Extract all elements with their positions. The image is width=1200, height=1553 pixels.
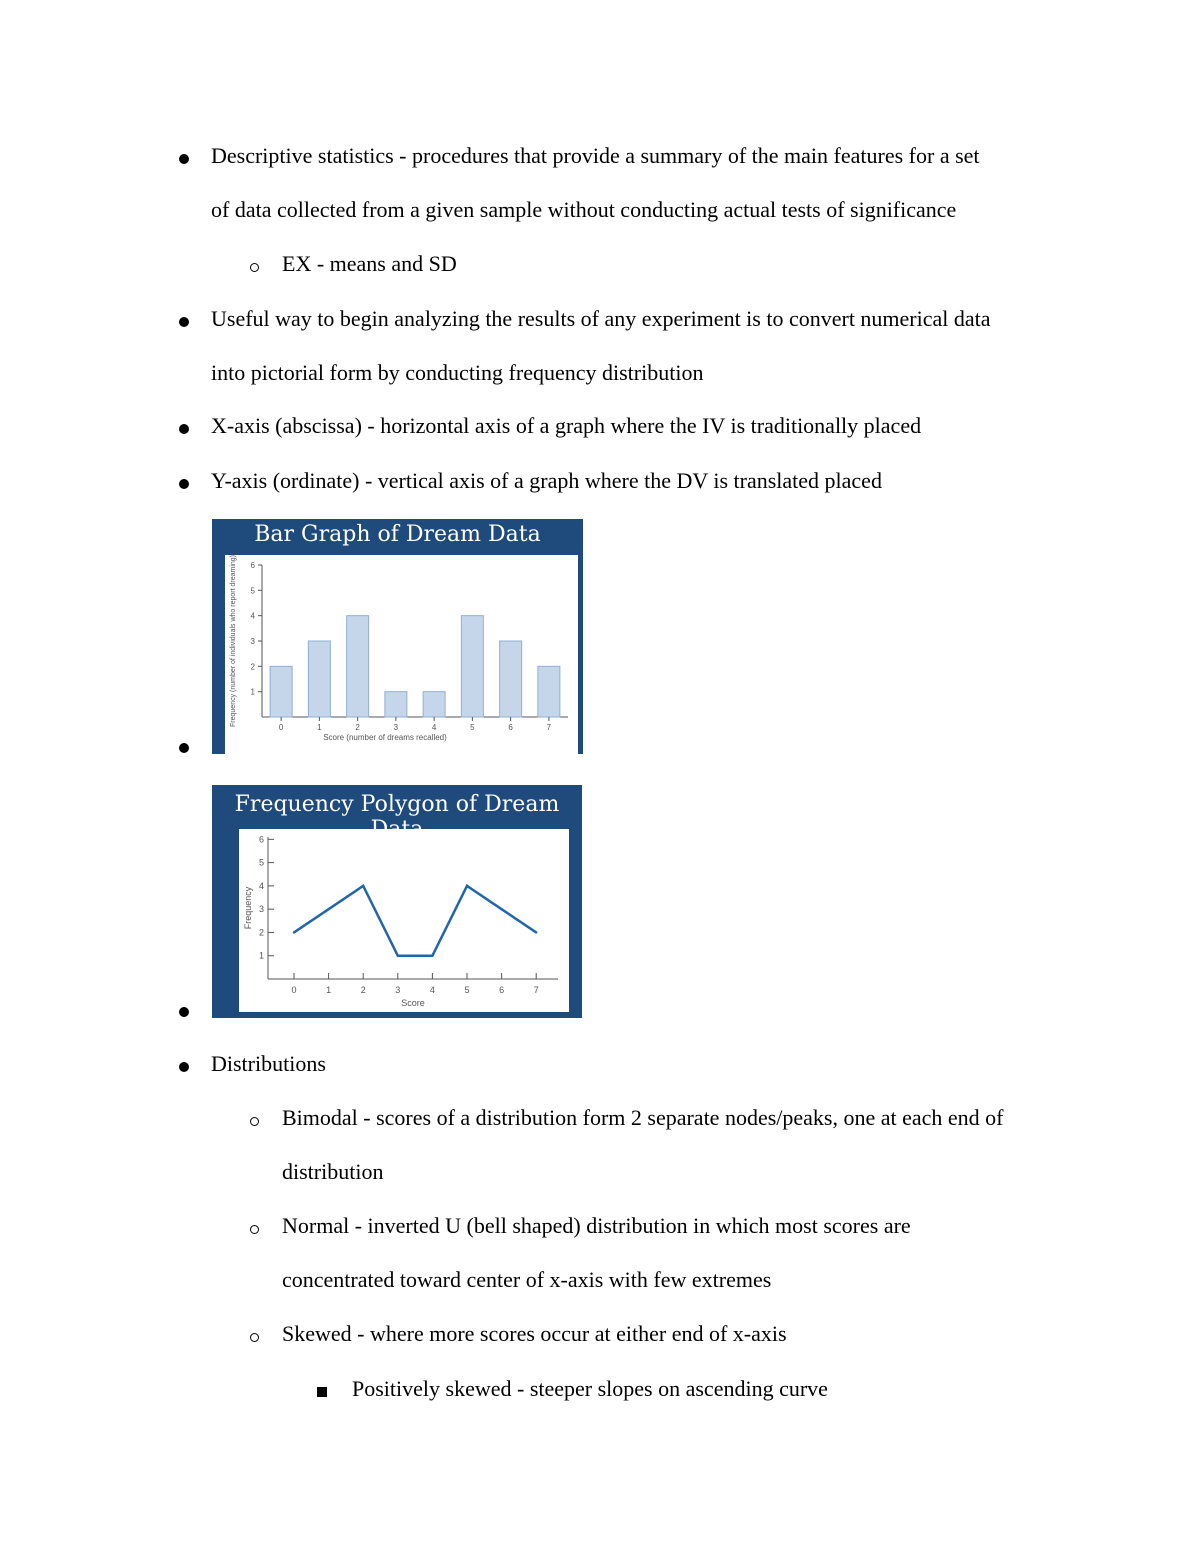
- y-tick-label: 1: [258, 950, 264, 961]
- bar: [423, 692, 445, 717]
- text-useful-way: Useful way to begin analyzing the results of any experiment is to convert numerical data: [211, 306, 991, 331]
- y-tick-label: 3: [258, 904, 264, 915]
- text-positively-skewed: Positively skewed - steeper slopes on ascending curve: [352, 1376, 828, 1401]
- y-tick-label: 2: [258, 927, 264, 938]
- bar: [385, 692, 407, 717]
- bar-graph-figure: [212, 519, 583, 754]
- text-bimodal: Bimodal - scores of a distribution form 2 separate nodes/peaks, one at each end of: [282, 1105, 1004, 1130]
- text-bimodal-cont: distribution: [282, 1159, 384, 1184]
- bullet-dot: [179, 467, 189, 497]
- data-point: [431, 955, 433, 957]
- bar: [500, 641, 522, 717]
- text-skewed: Skewed - where more scores occur at either end of x-axis: [282, 1321, 787, 1346]
- x-tick-label: 3: [395, 985, 401, 995]
- bullet-square: [317, 1375, 327, 1405]
- bullet-dot: [179, 1050, 189, 1080]
- bullet-dot: [179, 142, 189, 172]
- y-tick-label: 4: [250, 611, 255, 621]
- text-normal-cont: concentrated toward center of x-axis with few extremes: [282, 1267, 772, 1292]
- y-tick-label: 5: [250, 586, 255, 596]
- bullet-circle: [250, 1104, 259, 1134]
- bullet-dot: [179, 995, 189, 1025]
- x-tick-label: 0: [291, 985, 297, 995]
- bar: [461, 616, 483, 717]
- y-tick-label: 6: [250, 561, 255, 570]
- x-tick-label: 1: [317, 723, 322, 732]
- text-normal: Normal - inverted U (bell shaped) distribution in which most scores are: [282, 1213, 911, 1238]
- x-tick-label: 1: [326, 985, 332, 995]
- y-axis-label: Frequency (number of individuals who report dreaming): [230, 555, 237, 727]
- text-distributions: Distributions: [211, 1051, 326, 1076]
- frequency-polygon-figure: [212, 785, 582, 1018]
- x-axis-label: Score (number of dreams recalled): [323, 733, 447, 742]
- bar-graph-title: Bar Graph of Dream Data: [254, 522, 541, 547]
- data-point: [293, 931, 295, 933]
- text-descriptive-statistics-cont: of data collected from a given sample without conducting actual tests of significance: [211, 197, 957, 222]
- text-x-axis: X-axis (abscissa) - horizontal axis of a graph where the IV is traditionally placed: [211, 413, 922, 438]
- bullet-circle: [250, 1212, 259, 1242]
- x-tick-label: 5: [464, 985, 470, 995]
- x-tick-label: 6: [508, 723, 513, 732]
- x-tick-label: 7: [546, 723, 552, 732]
- y-axis-label: Frequency: [243, 886, 253, 930]
- x-tick-label: 2: [360, 985, 366, 995]
- x-tick-label: 6: [499, 985, 505, 995]
- x-tick-label: 5: [470, 723, 475, 732]
- bar: [308, 641, 330, 717]
- data-point: [327, 908, 329, 910]
- bullet-circle: [250, 250, 259, 280]
- data-point: [535, 931, 537, 933]
- bullet-dot: [179, 305, 189, 335]
- data-point: [500, 908, 502, 910]
- bar: [538, 666, 560, 717]
- bullet-circle: [250, 1320, 259, 1350]
- y-tick-label: 2: [250, 662, 255, 672]
- x-tick-label: 3: [393, 723, 399, 732]
- y-tick-label: 5: [258, 857, 264, 868]
- text-descriptive-statistics: Descriptive statistics - procedures that provide a summary of the main features for a set: [211, 143, 980, 168]
- bar-graph-plot: [225, 555, 578, 762]
- x-tick-label: 0: [278, 723, 284, 732]
- bar: [347, 616, 369, 717]
- x-tick-label: 7: [533, 985, 539, 995]
- bar: [270, 666, 292, 717]
- data-point: [362, 885, 364, 887]
- frequency-polygon-title: Frequency Polygon of Dream: [234, 792, 560, 817]
- y-tick-label: 6: [258, 834, 264, 845]
- bullet-dot: [179, 731, 189, 761]
- bullet-dot: [179, 412, 189, 442]
- text-y-axis: Y-axis (ordinate) - vertical axis of a graph where the DV is translated placed: [211, 468, 882, 493]
- data-point: [466, 885, 468, 887]
- y-tick-label: 4: [258, 880, 264, 891]
- y-tick-label: 3: [250, 637, 255, 646]
- x-tick-label: 2: [355, 723, 360, 732]
- x-axis-label: Score: [401, 998, 425, 1008]
- x-tick-label: 4: [431, 723, 437, 732]
- text-useful-way-cont: into pictorial form by conducting frequency distribution: [211, 360, 704, 385]
- x-tick-label: 4: [429, 985, 435, 995]
- data-point: [397, 955, 399, 957]
- y-tick-label: 1: [250, 687, 255, 697]
- frequency-polygon-plot: [239, 829, 569, 1012]
- text-example-means: EX - means and SD: [282, 251, 457, 276]
